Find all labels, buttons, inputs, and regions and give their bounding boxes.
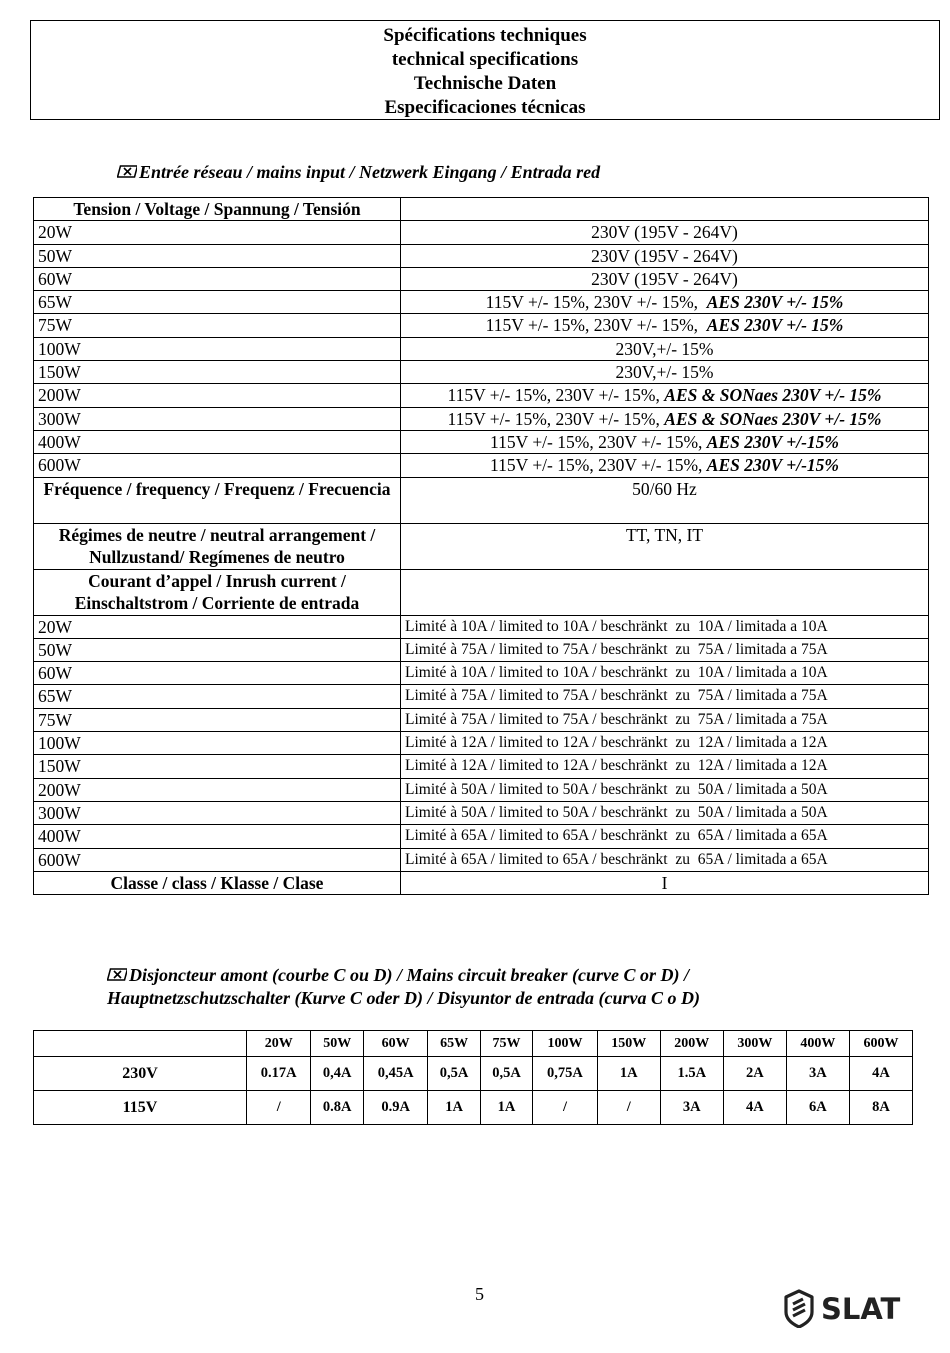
breaker-table (33, 1030, 913, 1125)
voltage-value (401, 221, 929, 244)
title-box (30, 20, 940, 120)
voltage-value (401, 267, 929, 290)
table-row (34, 407, 929, 430)
frequency-value: 50/60 Hz (401, 477, 929, 523)
breaker-value: 0,75A (533, 1057, 597, 1091)
power-rating: 200W (34, 778, 401, 801)
breaker-row (34, 1057, 913, 1091)
voltage-aes: AES 230V +/- 15% (706, 315, 844, 336)
title-es: Especificaciones técnicas (384, 97, 586, 118)
table-row (34, 221, 929, 244)
pen-bullet-icon (117, 163, 135, 178)
table-row (34, 638, 929, 661)
voltage-header-blank (401, 198, 929, 221)
breaker-corner (34, 1031, 247, 1057)
table-row (34, 848, 929, 871)
power-rating: 400W (34, 825, 401, 848)
voltage-plain: 230V (195V - 264V) (591, 222, 738, 243)
table-row (34, 732, 929, 755)
breaker-value: 0.17A (247, 1057, 311, 1091)
breaker-value: 4A (723, 1091, 786, 1125)
title-fr: Spécifications techniques (383, 25, 587, 46)
power-rating: 150W (34, 361, 401, 384)
breaker-value: 1A (480, 1091, 532, 1125)
voltage-aes: AES 230V +/-15% (706, 455, 839, 476)
breaker-col-header: 50W (311, 1031, 363, 1057)
breaker-value: 6A (786, 1091, 849, 1125)
table-row (34, 708, 929, 731)
voltage-aes: AES 230V +/-15% (706, 431, 839, 452)
table-row (34, 430, 929, 453)
table-row (34, 361, 929, 384)
mains-input-table (33, 197, 929, 895)
table-row (34, 454, 929, 477)
frequency-label: Fréquence / frequency / Frequenz / Frecuencia (34, 477, 401, 523)
power-rating: 65W (34, 291, 401, 314)
class-row (34, 871, 929, 894)
breaker-value: 1A (428, 1091, 480, 1125)
table-row (34, 615, 929, 638)
voltage-plain: 230V (195V - 264V) (591, 268, 738, 289)
breaker-value: / (597, 1091, 660, 1125)
title-de: Technische Daten (413, 73, 557, 94)
frequency-row (34, 477, 929, 523)
section-mains-input-heading (117, 161, 600, 184)
breaker-voltage-label: 230V (34, 1057, 247, 1091)
inrush-value: Limité à 50A / limited to 50A / beschränkt zu 50A / limitada a 50A (401, 778, 929, 801)
neutral-label: Régimes de neutre / neutral arrangement / Nullzustand/ Regímenes de neutro (34, 523, 401, 569)
neutral-row (34, 523, 929, 569)
section-breaker-line2: Hauptnetzschutzschalter (Kurve C oder D) / Disyuntor de entrada (curva C o D) (107, 988, 701, 1008)
breaker-col-header: 400W (786, 1031, 849, 1057)
breaker-value: 1.5A (660, 1057, 723, 1091)
breaker-col-header: 65W (428, 1031, 480, 1057)
voltage-value (401, 454, 929, 477)
voltage-plain: 230V (195V - 264V) (591, 245, 738, 266)
page-number: 5 (475, 1284, 484, 1304)
breaker-value: 0,4A (311, 1057, 363, 1091)
inrush-header-blank (401, 569, 929, 615)
power-rating: 100W (34, 337, 401, 360)
power-rating: 20W (34, 221, 401, 244)
power-rating: 100W (34, 732, 401, 755)
breaker-value: 1A (597, 1057, 660, 1091)
breaker-col-header: 100W (533, 1031, 597, 1057)
power-rating: 200W (34, 384, 401, 407)
voltage-plain: 115V +/- 15%, 230V +/- 15%, (485, 292, 707, 313)
table-row (34, 685, 929, 708)
logo-text: SLAT (821, 1292, 901, 1326)
breaker-value: 3A (786, 1057, 849, 1091)
table-row (34, 291, 929, 314)
inrush-value: Limité à 65A / limited to 65A / beschränkt zu 65A / limitada a 65A (401, 825, 929, 848)
title-en: technical specifications (391, 49, 579, 70)
slat-logo (783, 1288, 923, 1328)
voltage-header-row (34, 198, 929, 221)
inrush-value: Limité à 65A / limited to 65A / beschränkt zu 65A / limitada a 65A (401, 848, 929, 871)
breaker-row (34, 1091, 913, 1125)
breaker-value: 3A (660, 1091, 723, 1125)
table-row (34, 244, 929, 267)
power-rating: 60W (34, 662, 401, 685)
breaker-value: 4A (849, 1057, 912, 1091)
breaker-col-header: 200W (660, 1031, 723, 1057)
table-row (34, 801, 929, 824)
breaker-col-header: 300W (723, 1031, 786, 1057)
power-rating: 600W (34, 848, 401, 871)
section-breaker-heading (107, 964, 700, 1010)
breaker-voltage-label: 115V (34, 1091, 247, 1125)
breaker-value: 0,45A (363, 1057, 427, 1091)
inrush-value: Limité à 75A / limited to 75A / beschränkt zu 75A / limitada a 75A (401, 638, 929, 661)
voltage-plain: 115V +/- 15%, 230V +/- 15%, (447, 408, 665, 429)
power-rating: 75W (34, 708, 401, 731)
power-rating: 65W (34, 685, 401, 708)
voltage-value (401, 407, 929, 430)
voltage-aes: AES & SONaes 230V +/- 15% (664, 408, 882, 429)
breaker-value: / (247, 1091, 311, 1125)
power-rating: 75W (34, 314, 401, 337)
breaker-value: 0.9A (363, 1091, 427, 1125)
voltage-value (401, 337, 929, 360)
inrush-value: Limité à 75A / limited to 75A / beschränkt zu 75A / limitada a 75A (401, 708, 929, 731)
inrush-header-row (34, 569, 929, 615)
voltage-plain: 115V +/- 15%, 230V +/- 15%, (447, 385, 665, 406)
table-row (34, 384, 929, 407)
breaker-value: 0.8A (311, 1091, 363, 1125)
pen-bullet-icon (107, 966, 125, 981)
voltage-value (401, 244, 929, 267)
breaker-col-header: 600W (849, 1031, 912, 1057)
power-rating: 300W (34, 407, 401, 430)
table-row (34, 755, 929, 778)
voltage-value (401, 291, 929, 314)
inrush-value: Limité à 50A / limited to 50A / beschränkt zu 50A / limitada a 50A (401, 801, 929, 824)
inrush-value: Limité à 12A / limited to 12A / beschränkt zu 12A / limitada a 12A (401, 755, 929, 778)
neutral-value: TT, TN, IT (401, 523, 929, 569)
voltage-aes: AES 230V +/- 15% (706, 292, 844, 313)
voltage-value (401, 384, 929, 407)
inrush-value: Limité à 10A / limited to 10A / beschränkt zu 10A / limitada a 10A (401, 615, 929, 638)
breaker-col-header: 75W (480, 1031, 532, 1057)
voltage-value (401, 314, 929, 337)
power-rating: 20W (34, 615, 401, 638)
inrush-value: Limité à 12A / limited to 12A / beschränkt zu 12A / limitada a 12A (401, 732, 929, 755)
table-row (34, 267, 929, 290)
power-rating: 150W (34, 755, 401, 778)
power-rating: 50W (34, 244, 401, 267)
table-row (34, 825, 929, 848)
voltage-plain: 230V,+/- 15% (615, 338, 714, 359)
power-rating: 60W (34, 267, 401, 290)
inrush-value: Limité à 10A / limited to 10A / beschränkt zu 10A / limitada a 10A (401, 662, 929, 685)
power-rating: 400W (34, 430, 401, 453)
breaker-value: / (533, 1091, 597, 1125)
voltage-plain: 115V +/- 15%, 230V +/- 15%, (490, 455, 707, 476)
voltage-plain: 115V +/- 15%, 230V +/- 15%, (490, 431, 707, 452)
breaker-col-header: 60W (363, 1031, 427, 1057)
table-row (34, 662, 929, 685)
table-row (34, 778, 929, 801)
voltage-header: Tension / Voltage / Spannung / Tensión (34, 198, 401, 221)
breaker-value: 2A (723, 1057, 786, 1091)
power-rating: 50W (34, 638, 401, 661)
voltage-plain: 115V +/- 15%, 230V +/- 15%, (485, 315, 707, 336)
breaker-header-row (34, 1031, 913, 1057)
voltage-aes: AES & SONaes 230V +/- 15% (664, 385, 882, 406)
breaker-col-header: 20W (247, 1031, 311, 1057)
table-row (34, 337, 929, 360)
table-row (34, 314, 929, 337)
class-value: I (401, 871, 929, 894)
power-rating: 300W (34, 801, 401, 824)
power-rating: 600W (34, 454, 401, 477)
section-breaker-line1: Disjoncteur amont (courbe C ou D) / Mains circuit breaker (curve C or D) / (129, 965, 690, 985)
breaker-value: 0,5A (480, 1057, 532, 1091)
breaker-col-header: 150W (597, 1031, 660, 1057)
section-mains-input-text: Entrée réseau / mains input / Netzwerk Eingang / Entrada red (139, 162, 601, 182)
inrush-value: Limité à 75A / limited to 75A / beschränkt zu 75A / limitada a 75A (401, 685, 929, 708)
class-label: Classe / class / Klasse / Clase (34, 871, 401, 894)
breaker-value: 0,5A (428, 1057, 480, 1091)
inrush-header: Courant d’appel / Inrush current / Einschaltstrom / Corriente de entrada (34, 569, 401, 615)
voltage-value (401, 361, 929, 384)
breaker-value: 8A (849, 1091, 912, 1125)
voltage-plain: 230V,+/- 15% (615, 362, 714, 383)
voltage-value (401, 430, 929, 453)
